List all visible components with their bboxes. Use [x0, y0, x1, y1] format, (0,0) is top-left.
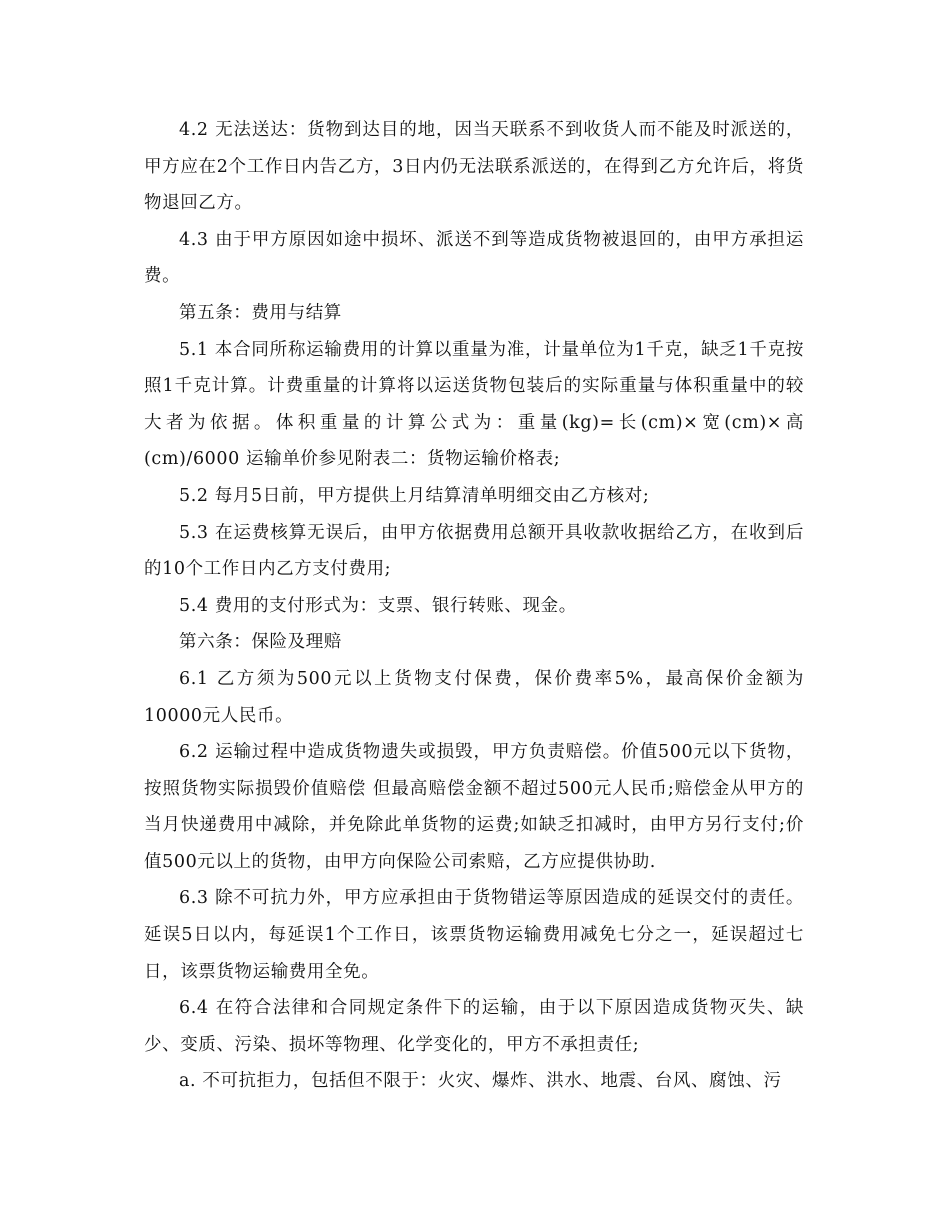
clause-6-2: 6.2 运输过程中造成货物遗失或损毁，甲方负责赔偿。价值500元以下货物，按照货物实际损毁价值赔偿 但最高赔偿金额不超过500元人民币;赔偿金从甲方的当月快递费用中减除，并免除此单货物的运费;如缺乏扣减时，由甲方另行支付;价值500元以上的货物，由甲方向保险公司索赔，乙方应提供协助. [144, 742, 804, 872]
clause-4-2: 4.2 无法送达：货物到达目的地，因当天联系不到收货人而不能及时派送的，甲方应在2个工作日内告乙方，3日内仍无法联系派送的，在得到乙方允许后，将货物退回乙方。 [144, 120, 804, 214]
article-6-heading: 第六条：保险及理赔 [179, 632, 342, 653]
clause-4-3: 4.3 由于甲方原因如途中损坏、派送不到等造成货物被退回的，由甲方承担运费。 [144, 229, 804, 287]
article-5-heading: 第五条：费用与结算 [179, 302, 342, 323]
clause-6-3: 6.3 除不可抗力外，甲方应承担由于货物错运等原因造成的延误交付的责任。延误5日以内，每延误1个工作日，该票货物运输费用减免七分之一，延误超过七日，该票货物运输费用全免。 [144, 888, 804, 982]
clause-6-1: 6.1 乙方须为500元以上货物支付保费，保价费率5%，最高保价金额为10000元人民币。 [144, 668, 804, 726]
clause-6-4-a: a. 不可抗拒力，包括但不限于：火灾、爆炸、洪水、地震、台风、腐蚀、污 [179, 1071, 782, 1092]
clause-5-2: 5.2 每月5日前，甲方提供上月结算清单明细交由乙方核对; [179, 485, 650, 506]
document-body [144, 112, 804, 1100]
clause-5-1: 5.1 本合同所称运输费用的计算以重量为准，计量单位为1千克，缺乏1千克按照1千克计算。计费重量的计算将以运送货物包装后的实际重量与体积重量中的较大者为依据。体积重量的计算公式为：重量(kg)=长(cm)×宽(cm)×高(cm)/6000 运输单价参见附表二：货物运输价格表; [144, 339, 804, 470]
clause-5-4: 5.4 费用的支付形式为：支票、银行转账、现金。 [179, 595, 577, 616]
clause-6-4: 6.4 在符合法律和合同规定条件下的运输，由于以下原因造成货物灭失、缺少、变质、污染、损坏等物理、化学变化的，甲方不承担责任; [144, 998, 804, 1055]
clause-5-3: 5.3 在运费核算无误后，由甲方依据费用总额开具收款收据给乙方，在收到后的10个工作日内乙方支付费用; [144, 522, 804, 580]
